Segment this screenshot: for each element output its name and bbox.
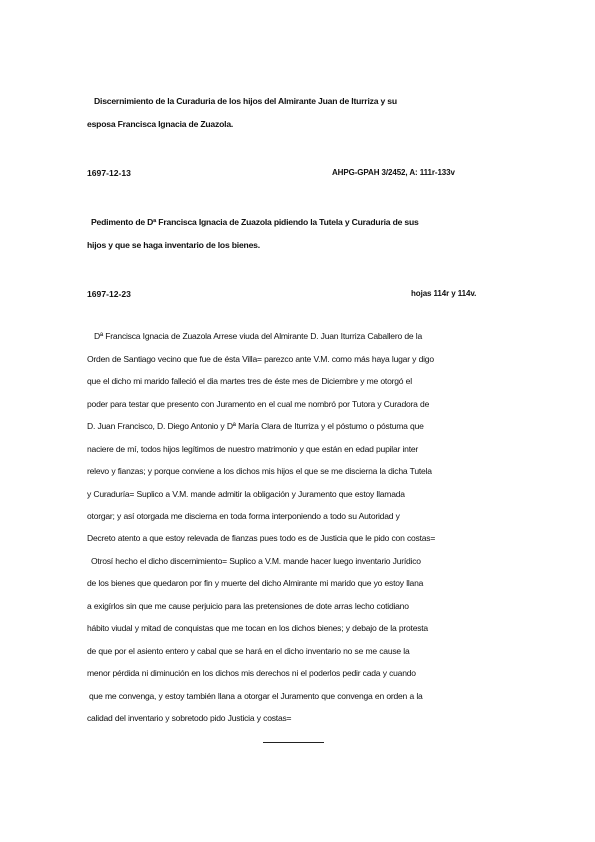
body-line: a exigírlos sin que me cause perjuicio para las pretensiones de dote arras lecho cotidiano (87, 601, 409, 611)
body-line: poder para testar que presento con Juramento en el cual me nombró por Tutora y Curadora de (87, 399, 430, 409)
body-line: Otrosí hecho el dicho discernimiento= Suplico a V.M. mande hacer luego inventario Jurídico (91, 556, 421, 566)
body-line: Decreto atento a que estoy relevada de fianzas pues todo es de Justicia que le pido con costas= (87, 533, 436, 543)
body-line: D. Juan Francisco, D. Diego Antonio y Dª María Clara de Iturriza y el póstumo o póstuma que (87, 421, 424, 431)
body-line: Orden de Santiago vecino que fue de ésta Villa= parezco ante V.M. como más haya lugar y digo (87, 354, 434, 364)
body-line: naciere de mí, todos hijos legítimos de nuestro matrimonio y que están en edad pupilar inter (87, 444, 419, 454)
closing-rule (263, 742, 324, 743)
folio-reference: hojas 114r y 114v. (411, 289, 477, 298)
body-line: que el dicho mi marido falleció el dia martes tres de éste mes de Diciembre y me otorgó el (87, 376, 412, 386)
body-line: hábito viudal y mitad de conquistas que me tocan en los dichos bienes; y debajo de la protesta (87, 623, 428, 633)
body-line: menor pérdida ni diminución en los dichos mis derechos ni el poderlos pedir cada y cuando (87, 668, 416, 678)
body-line: de que por el asiento entero y cabal que se hará en el dicho inventario no se me cause la (87, 646, 410, 656)
archive-reference: AHPG-GPAH 3/2452, A: 111r-133v (332, 168, 455, 177)
body-line: que me convenga, y estoy también llana a otorgar el Juramento que convenga en orden a la (89, 691, 423, 701)
body-line: calidad del inventario y sobretodo pido Justicia y costas= (87, 713, 292, 723)
body-line: y Curaduría= Suplico a V.M. mande admitir la obligación y Juramento que estoy llamada (87, 489, 405, 499)
title-line-2: esposa Francisca Ignacia de Zuazola. (87, 119, 234, 129)
second-entry-date: 1697-12-23 (87, 289, 131, 299)
petition-heading-line-1: Pedimento de Dª Francisca Ignacia de Zuazola pidiendo la Tutela y Curaduria de sus (91, 217, 419, 227)
body-line: de los bienes que quedaron por fin y muerte del dicho Almirante mi marido que yo estoy llana (87, 578, 424, 588)
title-line-1: Discernimiento de la Curaduria de los hijos del Almirante Juan de Iturriza y su (94, 96, 397, 106)
body-line: otorgar; y así otorgada me discierna en toda forma interponiendo a todo su Autoridad y (87, 511, 400, 521)
first-entry-date: 1697-12-13 (87, 168, 131, 178)
petition-heading-line-2: hijos y que se haga inventario de los bienes. (87, 240, 260, 250)
body-line: Dª Francisca Ignacia de Zuazola Arrese viuda del Almirante D. Juan Iturriza Caballero de la (94, 331, 422, 341)
body-line: relevo y fianzas; y porque conviene a los dichos mis hijos el que se me discierna la dicha Tutela (87, 466, 432, 476)
